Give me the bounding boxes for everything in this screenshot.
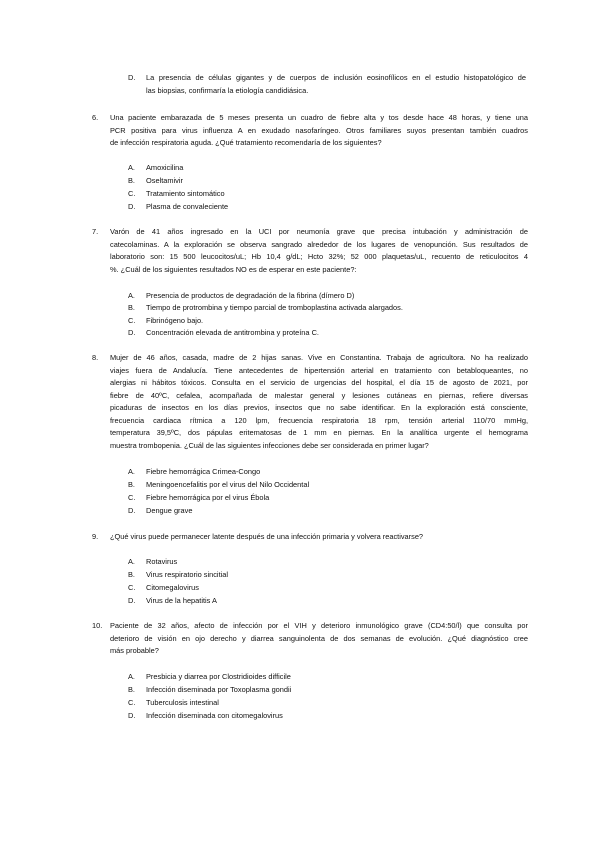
text-line: La presencia de células gigantes y de cuerpos de inclusión eosinofílicos en el estudio histopatológico de bbox=[146, 73, 526, 82]
option-text: Infección diseminada con citomegalovirus bbox=[146, 711, 283, 720]
option-letter: C. bbox=[128, 189, 136, 198]
option-text bbox=[146, 72, 526, 97]
text-line: Varón de 41 años ingresado en la UCI por neumonía grave que precisa intubación y administración de bbox=[110, 227, 528, 236]
question-number: 9. bbox=[92, 532, 99, 541]
option-text: Virus respiratorio sincitial bbox=[146, 570, 229, 579]
question-number: 8. bbox=[92, 353, 99, 362]
option-letter: C. bbox=[128, 698, 136, 707]
option-letter: D. bbox=[128, 328, 136, 337]
question-number: 10. bbox=[92, 621, 103, 630]
question-number: 6. bbox=[92, 113, 99, 122]
option-text: Virus de la hepatitis A bbox=[146, 596, 217, 605]
text-line: PCR positiva para virus influenza A en exudado nasofaríngeo. Otros familiares suyos presentan también cuadros bbox=[110, 125, 528, 135]
text-line: picaduras de insectos en los días previos, insectos que no sabe identificar. En la exploración está consciente, bbox=[110, 403, 528, 412]
text-line: más probable? bbox=[110, 646, 159, 655]
option-letter: C. bbox=[128, 583, 136, 592]
question-number: 7. bbox=[92, 227, 99, 236]
option-letter: B. bbox=[128, 570, 135, 579]
text-line: Mujer de 46 años, casada, madre de 2 hijas sanas. Vive en Constantina. Trabaja de agricultora. No ha realizado bbox=[110, 353, 528, 362]
question-stem bbox=[110, 226, 528, 276]
option-text: Citomegalovirus bbox=[146, 583, 199, 592]
option-text: Fiebre hemorrágica Crimea-Congo bbox=[146, 467, 261, 476]
text-line: catecolaminas. A la exploración se observa sangrado alrededor de los lugares de venopunción. Sus resultados de bbox=[110, 239, 528, 249]
text-line: ¿Qué virus puede permanecer latente después de una infección primaria y volvera reactivarse? bbox=[110, 532, 424, 541]
option-text: Tratamiento sintomático bbox=[146, 189, 225, 198]
option-letter: A. bbox=[128, 672, 135, 681]
option-letter: A. bbox=[128, 163, 135, 172]
option-letter: D. bbox=[128, 596, 136, 605]
option-letter: A. bbox=[128, 291, 135, 300]
option-text: Dengue grave bbox=[146, 506, 193, 515]
text-line: temperatura 39,5ºC, dos pápulas eritematosas de 1 mm en piernas. En la analítica urgente el hemograma bbox=[110, 428, 528, 437]
option-text: Fiebre hemorrágica por el virus Ébola bbox=[146, 493, 270, 502]
option-text: Presencia de productos de degradación de la fibrina (dímero D) bbox=[146, 291, 355, 300]
text-line: %. ¿Cuál de los siguientes resultados NO es de esperar en este paciente?: bbox=[110, 264, 357, 274]
option-text: Rotavirus bbox=[146, 557, 178, 566]
text-line: fiebre de 40ºC, cefalea, acompañada de malestar general y lesiones cutáneas en piernas, refiere diversas bbox=[110, 390, 528, 400]
text-line: Paciente de 32 años, afecto de infección por el VIH y deterioro inmunológico grave (CD4:50/l) que consulta por bbox=[110, 621, 528, 630]
option-letter: B. bbox=[128, 685, 135, 694]
option-letter: A. bbox=[128, 557, 135, 566]
text-line: viajes fuera de Andalucía. Tiene antecedentes de hipertensión arterial en tratamiento con betabloqueantes, no bbox=[110, 365, 528, 375]
option-text: Fibrinógeno bajo. bbox=[146, 316, 204, 325]
question-stem bbox=[110, 112, 528, 150]
text-line: alergias ni hábitos tóxicos. Consulta en el servicio de urgencias del hospital, el día 15 de agosto de 2021, por bbox=[110, 378, 528, 387]
option-letter: B. bbox=[128, 176, 135, 185]
option-letter: C. bbox=[128, 316, 136, 325]
option-text: Presbicia y diarrea por Clostridioides difficile bbox=[146, 672, 291, 681]
text-line: muestra trombopenia. ¿Cuál de las siguientes infecciones debe ser considerada en primer lugar? bbox=[110, 440, 429, 450]
option-text: Amoxicilina bbox=[146, 163, 184, 172]
option-text: Tiempo de protrombina y tiempo parcial de tromboplastina activada alargados. bbox=[146, 303, 403, 312]
text-line: deterioro de visión en ojo derecho y diarrea sanguinolenta de dos semanas de evolución. ¿Qué diagnóstico cree bbox=[110, 633, 528, 643]
option-letter: D. bbox=[128, 711, 136, 720]
question-stem bbox=[110, 620, 528, 658]
text-line: las biopsias, confirmaría la etiología candidiásica. bbox=[146, 85, 309, 95]
option-text: Infección diseminada por Toxoplasma gondii bbox=[146, 685, 292, 694]
option-letter: A. bbox=[128, 467, 135, 476]
option-text: Oseltamivir bbox=[146, 176, 183, 185]
option-letter: D. bbox=[128, 73, 136, 82]
option-text: Meningoencefalitis por el virus del Nilo Occidental bbox=[146, 480, 310, 489]
text-line: de infección respiratoria aguda. ¿Qué tratamiento recomendaría de los siguientes? bbox=[110, 138, 382, 147]
text-line: frecuencia cardiaca rítmica a 120 lpm, frecuencia respiratoria 18 rpm, tensión arterial 110/70 mmHg, bbox=[110, 415, 528, 425]
option-letter: B. bbox=[128, 480, 135, 489]
option-letter: C. bbox=[128, 493, 136, 502]
option-letter: B. bbox=[128, 303, 135, 312]
text-line: Una paciente embarazada de 5 meses presenta un cuadro de fiebre alta y tos desde hace 48 horas, y tiene una bbox=[110, 113, 528, 122]
question-stem bbox=[110, 352, 528, 452]
option-letter: D. bbox=[128, 506, 136, 515]
option-text: Tuberculosis intestinal bbox=[146, 698, 219, 707]
option-letter: D. bbox=[128, 202, 136, 211]
question-stem bbox=[110, 531, 528, 544]
option-text: Concentración elevada de antitrombina y proteína C. bbox=[146, 328, 319, 337]
option-text: Plasma de convaleciente bbox=[146, 202, 229, 211]
text-line: laboratorio son: 15 500 leucocitos/uL; Hb 10,4 g/dL; Hcto 32%; 52 000 plaquetas/uL, recuento de reticulocitos 4 bbox=[110, 252, 528, 261]
